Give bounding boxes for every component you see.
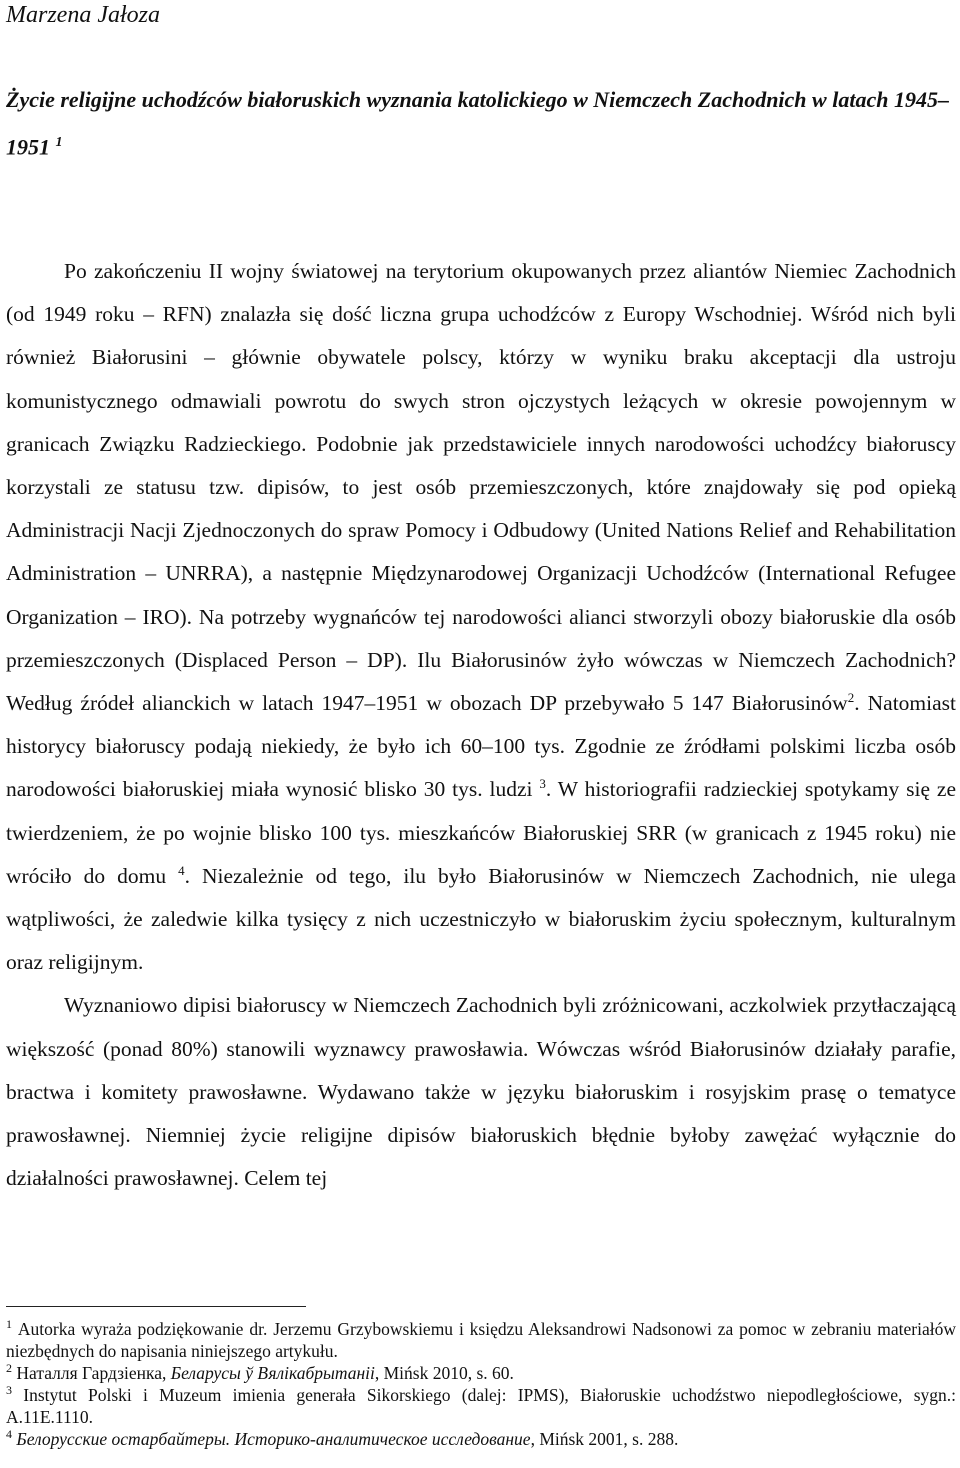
footnote-number: 2	[6, 1361, 12, 1376]
paragraph-text: . Natomiast historycy białoruscy podają niekiedy, że było ich 60–100 tys. Zgodnie ze źródłami polskimi liczba osób narodowości białoruskiej miała wynosić blisko 30 tys. ludzi	[6, 691, 957, 802]
footnote-number: 1	[6, 1317, 12, 1332]
footnote-text: Instytut Polski i Muzeum imienia generała Sikorskiego (dalej: IPMS), Białoruskie uchodźstwo niepodległościowe, sygn.: A.11E.1110.	[6, 1385, 956, 1427]
footnote-ref[interactable]: 1	[55, 135, 63, 150]
footnote	[6, 1428, 956, 1450]
footnote-ref[interactable]: 2	[847, 689, 855, 705]
article-body	[6, 250, 956, 1200]
footnote-ref[interactable]: 3	[539, 776, 546, 792]
article-title	[6, 78, 956, 168]
paragraph-text: Wyznaniowo dipisi białoruscy w Niemczech Zachodnich byli zróżnicowani, aczkolwiek przytłaczającą większość (ponad 80%) stanowili wyznawcy prawosławia. Wówczas wśród Białorusinów działały parafie, bractwa i komitety prawosławne. Wydawano także w języku białoruskim i rosyjskim prasę o tematyce prawosławnej. Niemniej życie religijne dipisów białoruskich błędnie byłoby zawężać wyłącznie do działalności prawosławnej. Celem tej	[6, 993, 956, 1191]
footnote-separator	[6, 1306, 306, 1307]
paragraph-text: . W historiografii radzieckiej spotykamy się ze twierdzeniem, że po wojnie blisko 100 tys. mieszkańców Białoruskiej SRR (w granicach z 1945 roku) nie wróciło do domu	[6, 777, 956, 888]
footnote-cited-title: Белорусские остарбайтеры. Историко-аналитическое исследование	[16, 1429, 531, 1449]
author-name: Marzena Jałoza	[6, 2, 160, 28]
footnote	[6, 1362, 956, 1384]
footnote-text: , Mińsk 2010, s. 60.	[374, 1363, 514, 1383]
footnotes	[6, 1318, 956, 1450]
paragraph-text: Po zakończeniu II wojny światowej na terytorium okupowanych przez aliantów Niemiec Zachodnich (od 1949 roku – RFN) znalazła się dość liczna grupa uchodźców z Europy Wschodniej. Wśród nich byli również Białorusini – głównie obywatele polscy, którzy w wyniku braku akceptacji dla ustroju komunistycznego odmawiali powrotu do swych stron ojczystych leżących w okresie powojennym w granicach Związku Radzieckiego. Podobnie jak przedstawiciele innych narodowości uchodźcy białoruscy korzystali ze statusu tzw. dipisów, to jest osób przemieszczonych, które znajdowały się pod opieką Administracji Nacji Zjednoczonych do spraw Pomocy i Odbudowy (United Nations Relief and Rehabilitation Administration – UNRRA), a następnie Międzynarodowej Organizacji Uchodźców (International Refugee Organization – IRO). Na potrzeby wygnańców tej narodowości alianci stworzyli obozy białoruskie dla osób przemieszczonych (Displaced Person – DP). Ilu Białorusinów żyło wówczas w Niemczech Zachodnich? Według źródeł alianckich w latach 1947–1951 w obozach DP przebywało 5 147 Białorusinów	[6, 259, 956, 716]
paragraph	[6, 984, 956, 1200]
footnote-cited-title: Беларусы ў Вялiкабрытанii	[170, 1363, 375, 1383]
paragraph	[6, 250, 956, 984]
footnote-ref[interactable]: 4	[178, 862, 185, 878]
footnote	[6, 1384, 956, 1428]
footnote-text: Autorka wyraża podziękowanie dr. Jerzemu Grzybowskiemu i księdzu Aleksandrowi Nadsonowi za pomoc w zebraniu materiałów niezbędnych do napisania niniejszego artykułu.	[6, 1319, 956, 1361]
footnote-author: Наталля Гардзiенка,	[16, 1363, 171, 1383]
footnote-text: , Mińsk 2001, s. 288.	[530, 1429, 679, 1449]
footnote-number: 3	[6, 1383, 12, 1398]
footnote	[6, 1318, 956, 1362]
footnote-number: 4	[6, 1427, 12, 1442]
paragraph-text: . Niezależnie od tego, ilu było Białorusinów w Niemczech Zachodnich, nie ulega wątpliwości, że zaledwie kilka tysięcy z nich uczestniczyło w białoruskim życiu społecznym, kulturalnym oraz religijnym.	[6, 863, 956, 975]
article-title-text: Życie religijne uchodźców białoruskich wyznania katolickiego w Niemczech Zachodnich w latach 1945–1951	[6, 87, 949, 160]
